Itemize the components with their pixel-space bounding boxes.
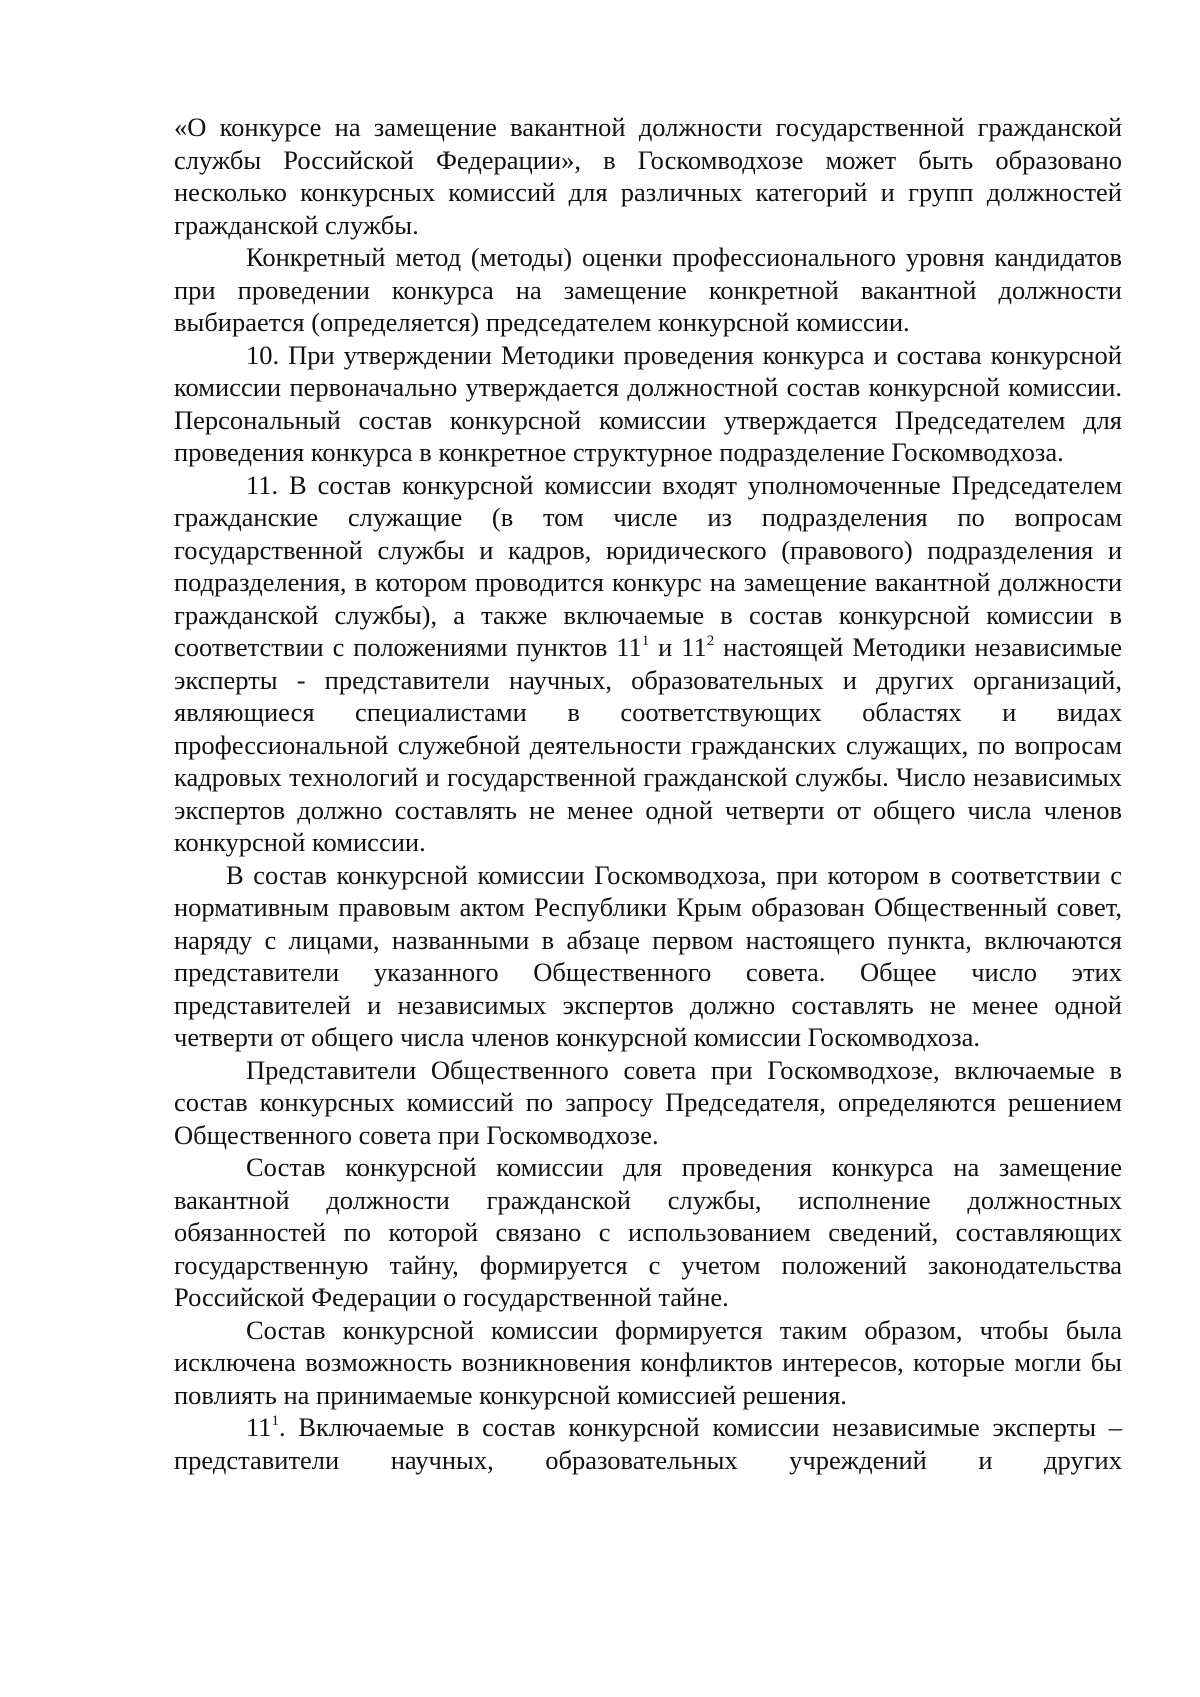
- paragraph-item-11-1: [174, 1411, 1122, 1476]
- item-11-1-superscript: 1: [271, 1413, 280, 1429]
- item-11-1-number: 11: [246, 1412, 272, 1442]
- paragraph-public-council: В состав конкурсной комиссии Госкомводхоза, при котором в соответствии с нормативным правовым актом Республики Крым образован Общественный совет, наряду с лицами, названными в абзаце первом настоящего пункта, включаются представители указанного Общественного совета. Общее число этих представителей и независимых экспертов должно составлять не менее одной четверти от общего числа членов конкурсной комиссии Госкомводхоза.: [174, 859, 1122, 1052]
- paragraph-conflict-of-interest: Состав конкурсной комиссии формируется таким образом, чтобы была исключена возможность возникновения конфликтов интересов, которые могли бы повлиять на принимаемые конкурсной комиссией решения.: [174, 1314, 1122, 1410]
- document-body: [174, 111, 1122, 1476]
- item-11-superscript-2: 2: [706, 633, 715, 649]
- item-11-1-text: . Включаемые в состав конкурсной комиссии независимые эксперты – представители научных, образовательных учреждений и других: [174, 1412, 1122, 1475]
- item-11-text-c: настоящей Методики независимые эксперты - представители научных, образовательных и других организаций, являющиеся специалистами в соответствующих областях и видах профессиональной служебной деятельности гражданских служащих, по вопросам кадровых технологий и государственной гражданской службы. Число независимых экспертов должно составлять не менее одной четверти от общего числа членов конкурсной комиссии.: [174, 632, 1123, 857]
- paragraph-council-representatives: Представители Общественного совета при Госкомводхозе, включаемые в состав конкурсных комиссий по запросу Председателя, определяются решением Общественного совета при Госкомводхозе.: [174, 1054, 1122, 1150]
- item-11-superscript-1: 1: [641, 633, 650, 649]
- paragraph-item-10: 10. При утверждении Методики проведения конкурса и состава конкурсной комиссии первоначально утверждается должностной состав конкурсной комиссии. Персональный состав конкурсной комиссии утверждается Председателем для проведения конкурса в конкретное структурное подразделение Госкомводхоза.: [174, 339, 1122, 467]
- paragraph-continuation: «О конкурсе на замещение вакантной должности государственной гражданской службы Российской Федерации», в Госкомводхозе может быть образовано несколько конкурсных комиссий для различных категорий и групп должностей гражданской службы.: [174, 112, 1122, 240]
- paragraph-state-secret: Состав конкурсной комиссии для проведения конкурса на замещение вакантной должности гражданской службы, исполнение должностных обязанностей по которой связано с использованием сведений, составляющих государственную тайну, формируется с учетом положений законодательства Российской Федерации о государственной тайне.: [174, 1152, 1122, 1312]
- paragraph-item-11: [174, 469, 1122, 859]
- item-11-text-b: и 11: [649, 632, 707, 662]
- paragraph-evaluation-method: Конкретный метод (методы) оценки профессионального уровня кандидатов при проведении конкурса на замещение конкретной вакантной должности выбирается (определяется) председателем конкурсной комиссии.: [174, 242, 1122, 337]
- item-11-text-a: 11. В состав конкурсной комиссии входят уполномоченные Председателем гражданские служащие (в том числе из подразделения по вопросам государственной службы и кадров, юридического (правового) подразделения и подразделения, в котором проводится конкурс на замещение вакантной должности гражданской службы), а также включаемые в состав конкурсной комиссии в соответствии с положениями пунктов 11: [174, 469, 1122, 662]
